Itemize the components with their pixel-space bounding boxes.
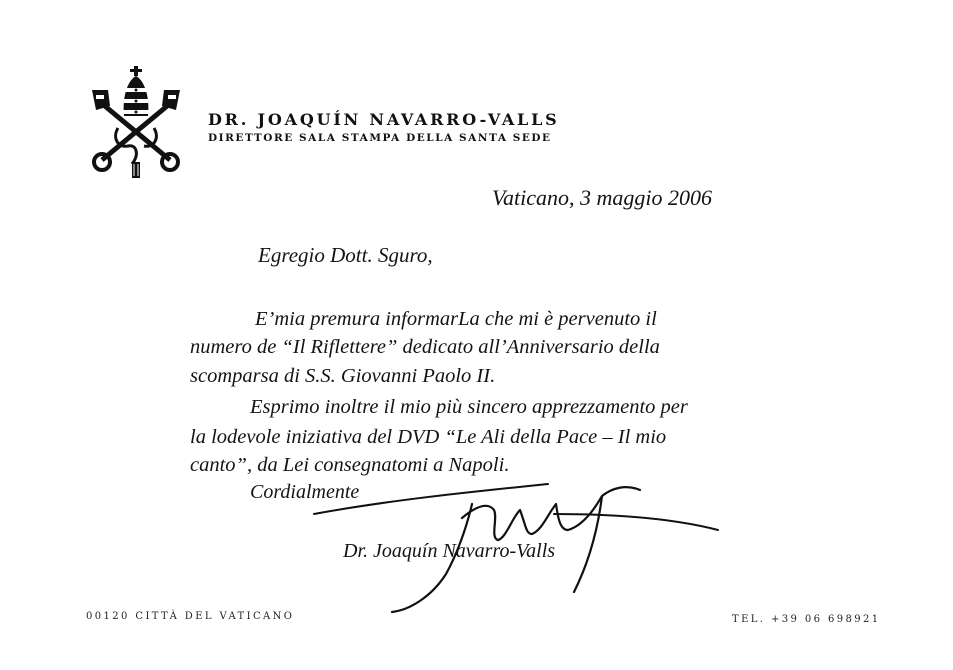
body-line: E’mia premura informarLa che mi è pervenuto il	[255, 308, 657, 330]
signer-name: Dr. Joaquín Navarro-Valls	[343, 540, 556, 562]
body-line: la lodevole iniziativa del DVD “Le Ali della Pace – Il mio	[190, 426, 667, 448]
letterhead-title: DIRETTORE SALA STAMPA DELLA SANTA SEDE	[208, 132, 552, 144]
papal-keys-tiara-icon	[88, 66, 184, 178]
closing: Cordialmente	[250, 481, 360, 503]
footer-address: 00120 CITTÀ DEL VATICANO	[86, 611, 295, 622]
body-line: numero de “Il Riflettere” dedicato all’Anniversario della	[190, 336, 660, 358]
body-line: Esprimo inoltre il mio più sincero apprezzamento per	[250, 396, 688, 418]
letterhead-name: DR. JOAQUÍN NAVARRO-VALLS	[208, 110, 560, 129]
body-line: scomparsa di S.S. Giovanni Paolo II.	[190, 365, 496, 387]
letter-date: Vaticano, 3 maggio 2006	[492, 185, 712, 210]
salutation: Egregio Dott. Sguro,	[258, 243, 433, 267]
footer-phone: TEL. +39 06 698921	[732, 614, 881, 625]
body-line: canto”, da Lei consegnatomi a Napoli.	[190, 454, 510, 476]
